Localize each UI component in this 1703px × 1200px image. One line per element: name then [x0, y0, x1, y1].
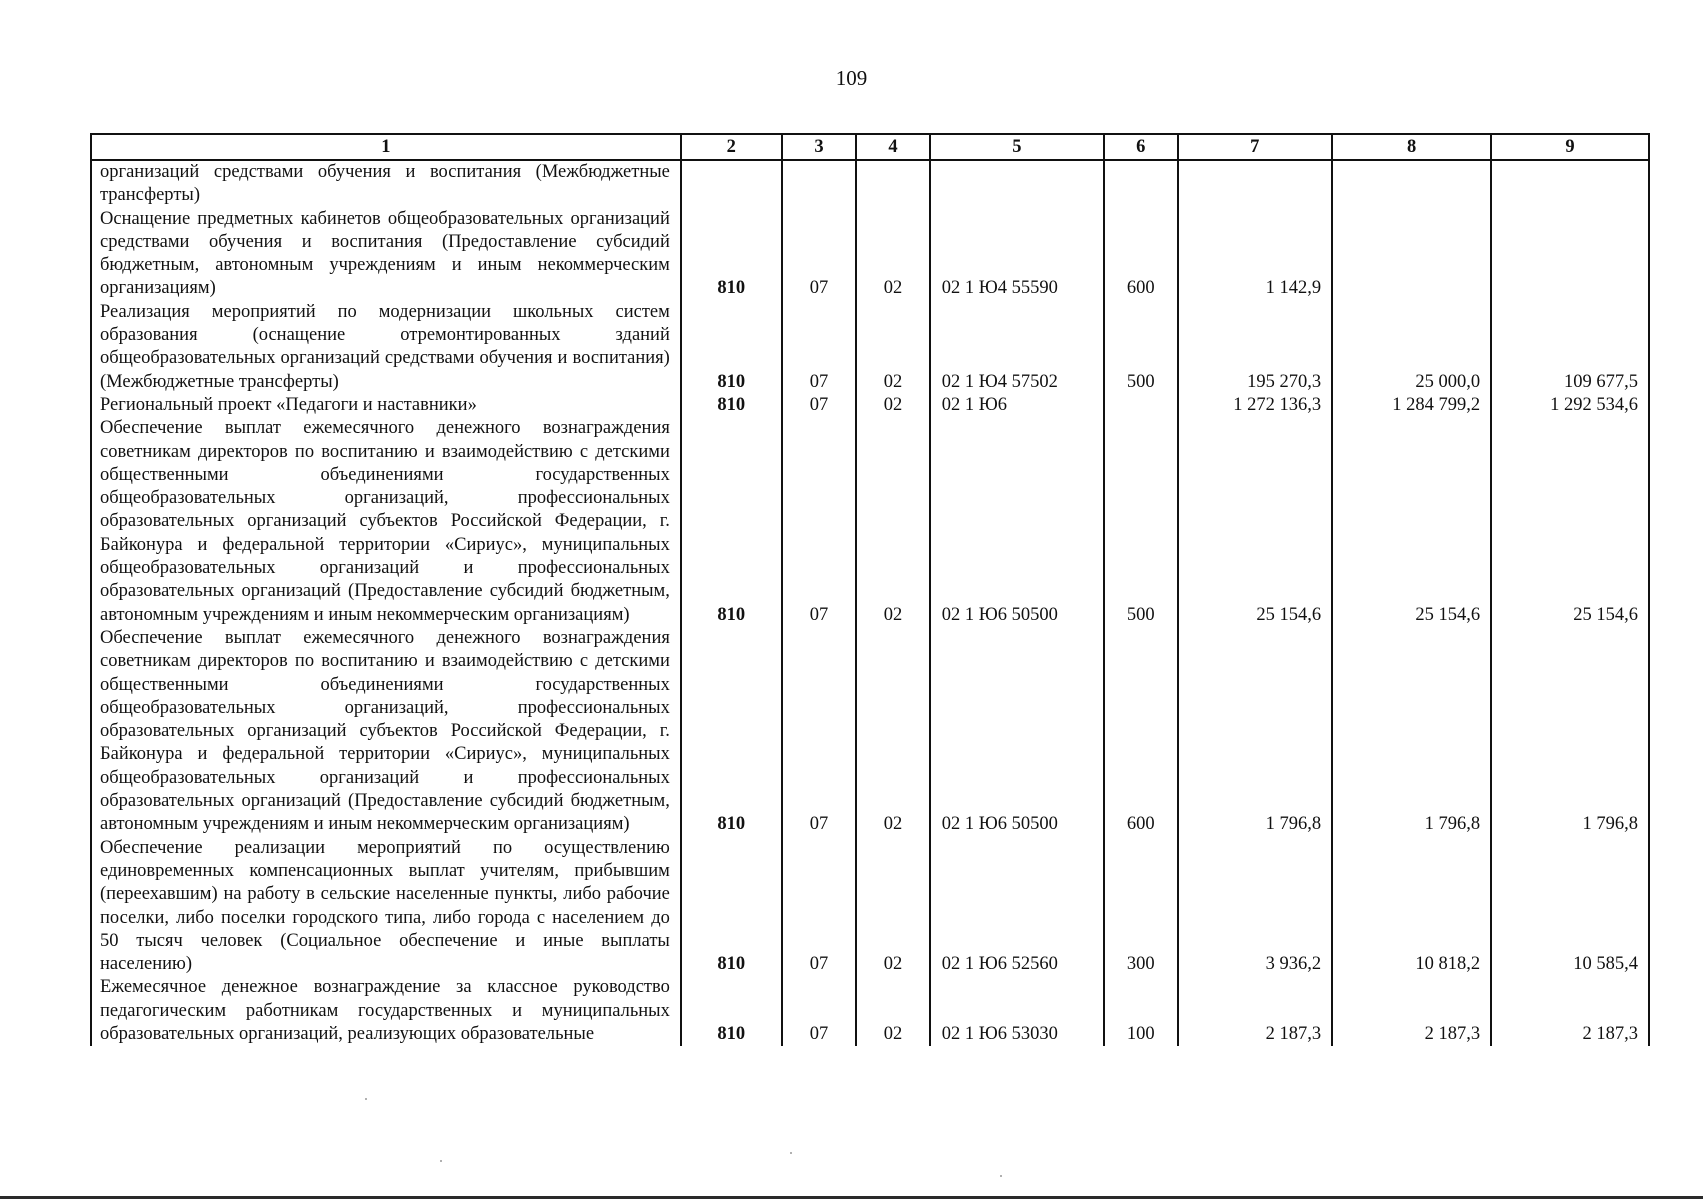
cell-ministry-code: 810 — [681, 627, 782, 837]
cell-expense-type: 500 — [1104, 301, 1177, 394]
cell-amount-9 — [1491, 160, 1649, 208]
header-col-7: 7 — [1178, 134, 1333, 160]
cell-section — [782, 160, 857, 208]
cell-amount-8: 25 000,0 — [1332, 301, 1491, 394]
cell-expense-type — [1104, 394, 1177, 417]
cell-subsection — [856, 160, 929, 208]
row-description: Реализация мероприятий по модернизации школьных систем образования (оснащение отремонтированных зданий общеобразовательных организаций средствами обучения и воспитания) (Межбюджетные трансферты) — [91, 301, 681, 394]
budget-table — [90, 133, 1650, 1046]
cell-amount-9: 10 585,4 — [1491, 837, 1649, 977]
cell-subsection: 02 — [856, 208, 929, 301]
table-row — [91, 160, 1649, 208]
cell-amount-7: 195 270,3 — [1178, 301, 1333, 394]
cell-subsection: 02 — [856, 417, 929, 627]
cell-amount-7: 1 142,9 — [1178, 208, 1333, 301]
cell-section: 07 — [782, 301, 857, 394]
header-row — [91, 134, 1649, 160]
scan-speck — [790, 1152, 792, 1154]
row-description: организаций средствами обучения и воспитания (Межбюджетные трансферты) — [91, 160, 681, 208]
cell-amount-9: 109 677,5 — [1491, 301, 1649, 394]
cell-target-article: 02 1 Ю6 52560 — [930, 837, 1104, 977]
cell-amount-8: 10 818,2 — [1332, 837, 1491, 977]
cell-ministry-code: 810 — [681, 837, 782, 977]
cell-target-article: 02 1 Ю6 50500 — [930, 417, 1104, 627]
cell-section: 07 — [782, 627, 857, 837]
header-col-5: 5 — [930, 134, 1104, 160]
cell-ministry-code: 810 — [681, 208, 782, 301]
cell-ministry-code: 810 — [681, 301, 782, 394]
cell-target-article: 02 1 Ю4 57502 — [930, 301, 1104, 394]
table-row — [91, 976, 1649, 1046]
page-number: 109 — [835, 66, 868, 90]
cell-ministry-code: 810 — [681, 394, 782, 417]
cell-subsection: 02 — [856, 837, 929, 977]
cell-amount-8: 25 154,6 — [1332, 417, 1491, 627]
cell-amount-8: 1 796,8 — [1332, 627, 1491, 837]
cell-subsection: 02 — [856, 976, 929, 1046]
cell-ministry-code: 810 — [681, 417, 782, 627]
scan-speck — [440, 1160, 442, 1162]
cell-amount-7 — [1178, 160, 1333, 208]
cell-target-article: 02 1 Ю4 55590 — [930, 208, 1104, 301]
cell-amount-9: 1 796,8 — [1491, 627, 1649, 837]
cell-target-article: 02 1 Ю6 50500 — [930, 627, 1104, 837]
cell-amount-9 — [1491, 208, 1649, 301]
cell-amount-8 — [1332, 160, 1491, 208]
cell-amount-9: 1 292 534,6 — [1491, 394, 1649, 417]
cell-subsection: 02 — [856, 627, 929, 837]
row-description: Обеспечение реализации мероприятий по осуществлению единовременных компенсационных выплат учителям, прибывшим (переехавшим) на работу в сельские населенные пункты, либо рабочие поселки, либо поселки городского типа, либо города с населением до 50 тысяч человек (Социальное обеспечение и иные выплаты населению) — [91, 837, 681, 977]
cell-section: 07 — [782, 394, 857, 417]
row-description: Ежемесячное денежное вознаграждение за классное руководство педагогическим работникам государственных и муниципальных образовательных организаций, реализующих образовательные — [91, 976, 681, 1046]
cell-expense-type: 300 — [1104, 837, 1177, 977]
row-description: Региональный проект «Педагоги и наставники» — [91, 394, 681, 417]
row-description: Обеспечение выплат ежемесячного денежного вознаграждения советникам директоров по воспитанию и взаимодействию с детскими общественными объединениями государственных общеобразовательных организаций, профессиональных образовательных организаций субъектов Российской Федерации, г. Байконура и федеральной территории «Сириус», муниципальных общеобразовательных организаций и профессиональных образовательных организаций (Предоставление субсидий бюджетным, автономным учреждениям и иным некоммерческим организациям) — [91, 417, 681, 627]
cell-expense-type: 500 — [1104, 417, 1177, 627]
header-col-1: 1 — [91, 134, 681, 160]
cell-amount-7: 25 154,6 — [1178, 417, 1333, 627]
table-row — [91, 208, 1649, 301]
cell-ministry-code — [681, 160, 782, 208]
header-col-8: 8 — [1332, 134, 1491, 160]
cell-section: 07 — [782, 417, 857, 627]
cell-amount-8: 2 187,3 — [1332, 976, 1491, 1046]
header-col-6: 6 — [1104, 134, 1177, 160]
cell-target-article: 02 1 Ю6 53030 — [930, 976, 1104, 1046]
cell-section: 07 — [782, 837, 857, 977]
row-description: Обеспечение выплат ежемесячного денежного вознаграждения советникам директоров по воспитанию и взаимодействию с детскими общественными объединениями государственных общеобразовательных организаций, профессиональных образовательных организаций субъектов Российской Федерации, г. Байконура и федеральной территории «Сириус», муниципальных общеобразовательных организаций и профессиональных образовательных организаций (Предоставление субсидий бюджетным, автономным учреждениям и иным некоммерческим организациям) — [91, 627, 681, 837]
cell-section: 07 — [782, 208, 857, 301]
header-col-2: 2 — [681, 134, 782, 160]
cell-amount-9: 2 187,3 — [1491, 976, 1649, 1046]
cell-section: 07 — [782, 976, 857, 1046]
cell-target-article — [930, 160, 1104, 208]
scan-speck — [1000, 1175, 1002, 1177]
cell-subsection: 02 — [856, 394, 929, 417]
table-row — [91, 837, 1649, 977]
cell-expense-type: 100 — [1104, 976, 1177, 1046]
table-row — [91, 301, 1649, 394]
cell-amount-8: 1 284 799,2 — [1332, 394, 1491, 417]
scan-speck — [365, 1098, 367, 1100]
page-bottom-edge — [0, 1196, 1703, 1199]
cell-ministry-code: 810 — [681, 976, 782, 1046]
cell-subsection: 02 — [856, 301, 929, 394]
cell-amount-8 — [1332, 208, 1491, 301]
cell-amount-7: 2 187,3 — [1178, 976, 1333, 1046]
cell-amount-7: 3 936,2 — [1178, 837, 1333, 977]
header-col-4: 4 — [856, 134, 929, 160]
cell-expense-type: 600 — [1104, 208, 1177, 301]
row-description: Оснащение предметных кабинетов общеобразовательных организаций средствами обучения и воспитания (Предоставление субсидий бюджетным, автономным учреждениям и иным некоммерческим организациям) — [91, 208, 681, 301]
header-col-3: 3 — [782, 134, 857, 160]
cell-amount-7: 1 272 136,3 — [1178, 394, 1333, 417]
table-row — [91, 394, 1649, 417]
table-row — [91, 627, 1649, 837]
cell-amount-9: 25 154,6 — [1491, 417, 1649, 627]
cell-amount-7: 1 796,8 — [1178, 627, 1333, 837]
cell-target-article: 02 1 Ю6 — [930, 394, 1104, 417]
table-row — [91, 417, 1649, 627]
cell-expense-type: 600 — [1104, 627, 1177, 837]
cell-expense-type — [1104, 160, 1177, 208]
header-col-9: 9 — [1491, 134, 1649, 160]
